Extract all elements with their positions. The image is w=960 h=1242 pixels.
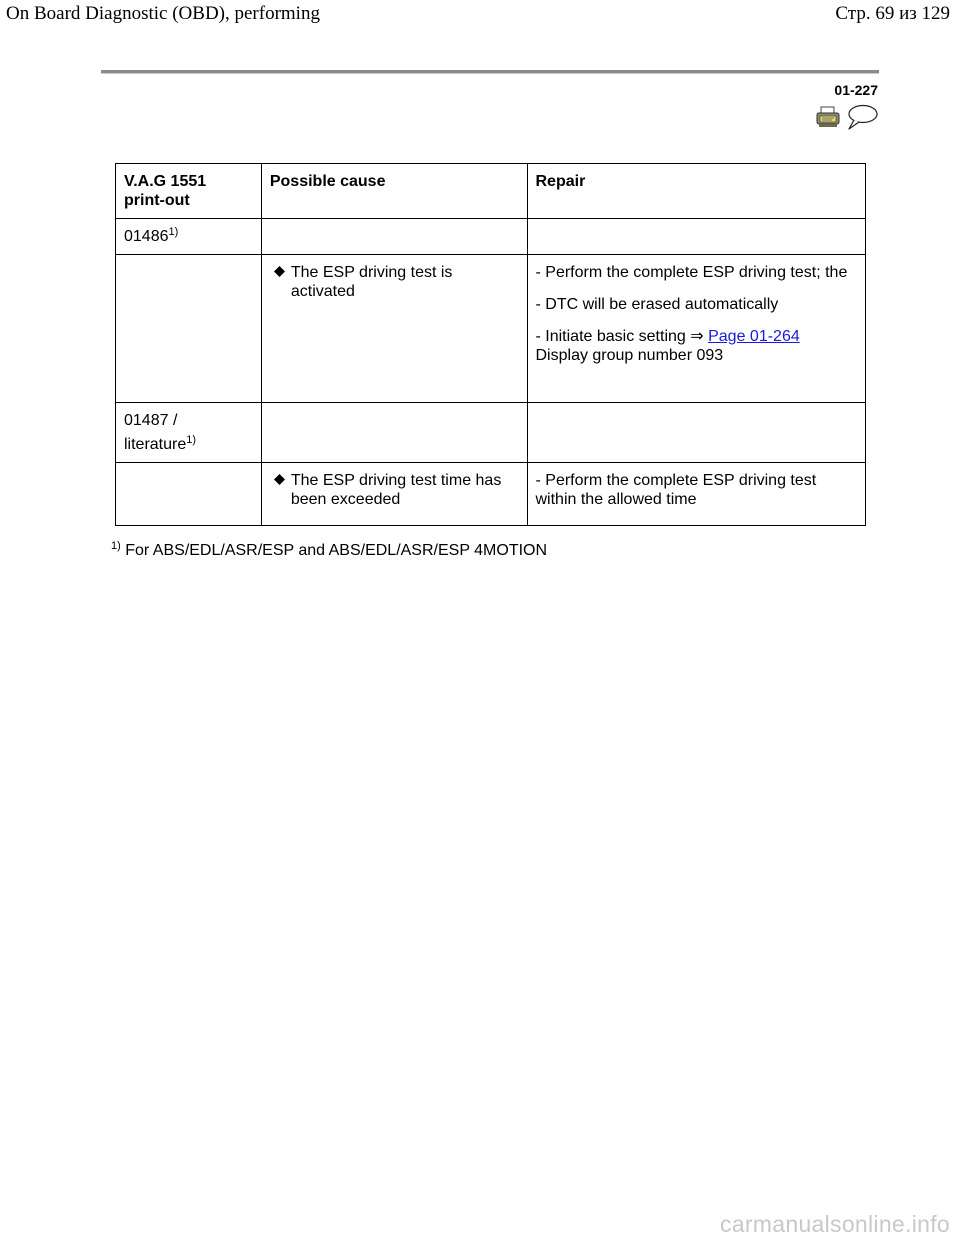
arrow-right-icon: ⇒ (690, 328, 704, 345)
document-title: On Board Diagnostic (OBD), performing (6, 3, 320, 24)
watermark: carmanualsonline.info (719, 1211, 950, 1237)
table-row (116, 219, 866, 255)
table-row (116, 255, 866, 403)
repair-cell: - Perform the complete ESP driving test within the allowed time (527, 463, 866, 526)
column-header-repair: Repair (527, 164, 866, 219)
cause-cell: The ESP driving test time has been exceeded (261, 463, 527, 526)
page-counter: Стр. 69 из 129 (835, 3, 950, 24)
page-link[interactable]: Page 01-264 (708, 328, 800, 345)
table-header-row (116, 164, 866, 219)
column-header-cause: Possible cause (261, 164, 527, 219)
speech-bubble-icon[interactable] (846, 104, 878, 130)
diamond-bullet-icon (274, 266, 285, 277)
table-row (116, 403, 866, 463)
fault-code-cell: 01486$^{1)}$ (116, 219, 262, 255)
diamond-bullet-icon (274, 474, 285, 485)
footnote-ref: 1) (168, 226, 179, 238)
printer-icon[interactable] (816, 106, 840, 128)
header-divider (101, 70, 879, 74)
table-row (116, 463, 866, 526)
fault-code-cell: 01487 / literature$^{1)}$ (116, 403, 262, 463)
column-header-printout: V.A.G 1551 print-out (116, 164, 262, 219)
repair-cell: - Perform the complete ESP driving test; the - DTC will be erased automatically - Initiate basic setting ⇒ Page 01-264 Display group number 093 (527, 255, 866, 403)
cause-cell: The ESP driving test is activated (261, 255, 527, 403)
footnote-mark: 1) (111, 540, 121, 552)
diagnostic-table (115, 163, 866, 526)
footnote: $^{1)}$ For ABS/EDL/ASR/ESP and ABS/EDL/ASR/ESP 4MOTION (111, 540, 548, 559)
page-number: 01-227 (834, 82, 878, 98)
footnote-ref: 1) (186, 434, 197, 446)
